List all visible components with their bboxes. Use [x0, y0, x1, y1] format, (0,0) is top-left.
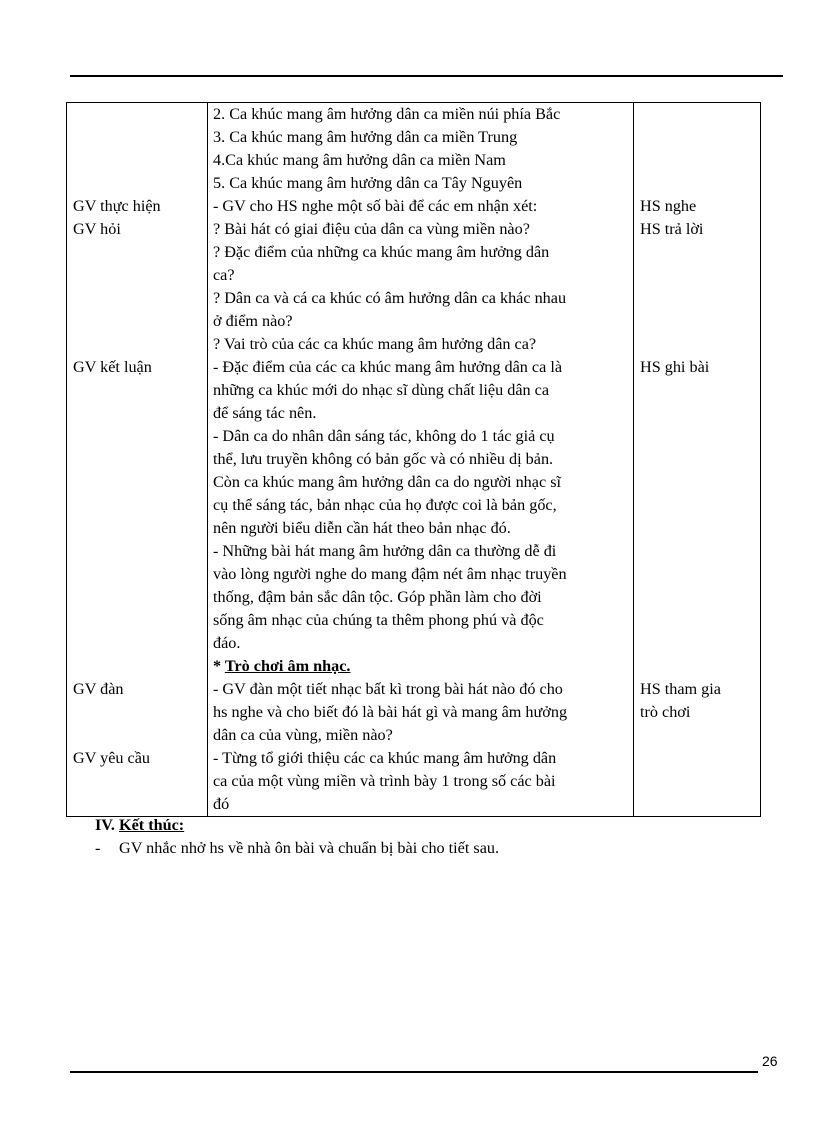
page-number: 26	[762, 1053, 778, 1069]
student-activity-line	[640, 448, 760, 471]
content-line: - GV đàn một tiết nhạc bất kì trong bài hát nào đó cho	[213, 680, 563, 698]
content-line: ? Vai trò của các ca khúc mang âm hưởng dân ca?	[213, 335, 537, 353]
list-dash: -	[95, 839, 101, 857]
student-activity-line	[640, 494, 760, 517]
lesson-table	[66, 102, 761, 817]
teacher-activity-line	[73, 379, 207, 402]
student-activity-line	[640, 563, 760, 586]
teacher-activity-line: GV thực hiện	[73, 197, 161, 215]
content-line: 5. Ca khúc mang âm hưởng dân ca Tây Nguyên	[213, 174, 523, 192]
content-line: 4.Ca khúc mang âm hưởng dân ca miền Nam	[213, 151, 506, 169]
content-line: - Dân ca do nhân dân sáng tác, không do 1 tác giả cụ	[213, 427, 555, 445]
student-activity-line	[640, 264, 760, 287]
section-title: Kết thúc:	[119, 816, 185, 834]
teacher-activity-line	[73, 264, 207, 287]
student-activity-line: HS tham gia	[640, 680, 721, 698]
student-activity-line	[640, 103, 760, 126]
content-line: ở điểm nào?	[213, 312, 293, 330]
student-activity-line: trò chơi	[640, 703, 691, 721]
content-column	[208, 103, 634, 817]
teacher-activity-line	[73, 655, 207, 678]
teacher-activity-line	[73, 425, 207, 448]
teacher-activity-line	[73, 126, 207, 149]
student-activity-line	[640, 609, 760, 632]
game-heading: * Trò chơi âm nhạc.	[213, 657, 351, 675]
teacher-activity-line	[73, 333, 207, 356]
student-activity-line	[640, 724, 760, 747]
student-activity-line	[640, 471, 760, 494]
content-line: - Từng tổ giới thiệu các ca khúc mang âm hưởng dân	[213, 749, 557, 767]
teacher-activity-line	[73, 724, 207, 747]
student-activity-line	[640, 632, 760, 655]
student-activity-line	[640, 241, 760, 264]
teacher-activity-line	[73, 241, 207, 264]
student-activity-line	[640, 126, 760, 149]
header-rule	[70, 75, 783, 77]
teacher-activity-line	[73, 103, 207, 126]
teacher-activity-line	[73, 586, 207, 609]
section-numeral: IV.	[95, 816, 119, 834]
content-line: thống, đậm bản sắc dân tộc. Góp phần làm cho đời	[213, 588, 542, 606]
footer-rule	[70, 1071, 758, 1073]
student-activity-line	[640, 517, 760, 540]
student-activity-line	[640, 747, 760, 770]
student-activity-line	[640, 655, 760, 678]
teacher-activity-line	[73, 609, 207, 632]
content-line: những ca khúc mới do nhạc sĩ dùng chất liệu dân ca	[213, 381, 550, 399]
content-line: vào lòng người nghe do mang đậm nét âm nhạc truyền	[213, 565, 567, 583]
content-line: nên người biểu diễn cần hát theo bản nhạc đó.	[213, 519, 511, 537]
teacher-activity-line	[73, 540, 207, 563]
student-activity-line: HS ghi bài	[640, 358, 710, 376]
table-row	[67, 103, 761, 817]
teacher-activity-line	[73, 471, 207, 494]
note-text: GV nhắc nhở hs về nhà ôn bài và chuẩn bị bài cho tiết sau.	[119, 839, 500, 857]
teacher-activity-column	[67, 103, 208, 817]
student-activity-line	[640, 310, 760, 333]
teacher-activity-line	[73, 563, 207, 586]
teacher-activity-line	[73, 448, 207, 471]
student-activity-line	[640, 586, 760, 609]
teacher-activity-line	[73, 149, 207, 172]
student-activity-line	[640, 540, 760, 563]
content-line: thể, lưu truyền không có bản gốc và có nhiều dị bản.	[213, 450, 554, 468]
content-line: ca của một vùng miền và trình bày 1 trong số các bài	[213, 772, 556, 790]
teacher-activity-line: GV kết luận	[73, 358, 152, 376]
teacher-activity-line	[73, 402, 207, 425]
student-activity-line	[640, 172, 760, 195]
content-line: ? Dân ca và cá ca khúc có âm hưởng dân ca khác nhau	[213, 289, 567, 307]
teacher-activity-line: GV hỏi	[73, 220, 121, 238]
teacher-activity-line: GV đàn	[73, 680, 124, 698]
content-line: - Những bài hát mang âm hưởng dân ca thường dễ đi	[213, 542, 557, 560]
teacher-activity-line	[73, 701, 207, 724]
teacher-activity-line: GV yêu cầu	[73, 749, 151, 767]
content-line: đó	[213, 795, 230, 813]
ending-note	[95, 837, 499, 860]
content-line: cụ thể sáng tác, bản nhạc của họ được coi là bản gốc,	[213, 496, 557, 514]
teacher-activity-line	[73, 494, 207, 517]
student-activity-line: HS nghe	[640, 197, 697, 215]
content-line: hs nghe và cho biết đó là bài hát gì và mang âm hưởng	[213, 703, 568, 721]
student-activity-line	[640, 402, 760, 425]
student-activity-line	[640, 333, 760, 356]
content-line: ca?	[213, 266, 235, 284]
content-line: ? Bài hát có giai điệu của dân ca vùng miền nào?	[213, 220, 530, 238]
content-line: Còn ca khúc mang âm hưởng dân ca do người nhạc sĩ	[213, 473, 561, 491]
teacher-activity-line	[73, 287, 207, 310]
teacher-activity-line	[73, 517, 207, 540]
student-activity-line	[640, 425, 760, 448]
student-activity-line: HS trả lời	[640, 220, 704, 238]
teacher-activity-line	[73, 310, 207, 333]
content-line: 2. Ca khúc mang âm hưởng dân ca miền núi phía Bắc	[213, 105, 561, 123]
student-activity-line	[640, 287, 760, 310]
content-line: để sáng tác nên.	[213, 404, 317, 422]
teacher-activity-line	[73, 172, 207, 195]
content-line: đáo.	[213, 634, 241, 652]
student-activity-column	[634, 103, 761, 817]
student-activity-line	[640, 379, 760, 402]
ending-heading	[95, 814, 184, 837]
content-line: - GV cho HS nghe một số bài để các em nhận xét:	[213, 197, 538, 215]
teacher-activity-line	[73, 632, 207, 655]
content-line: ? Đặc điểm của những ca khúc mang âm hưởng dân	[213, 243, 550, 261]
content-line: sống âm nhạc của chúng ta thêm phong phú và độc	[213, 611, 544, 629]
content-line: - Đặc điểm của các ca khúc mang âm hưởng dân ca là	[213, 358, 563, 376]
student-activity-line	[640, 149, 760, 172]
content-line: 3. Ca khúc mang âm hưởng dân ca miền Trung	[213, 128, 518, 146]
content-line: dân ca của vùng, miền nào?	[213, 726, 393, 744]
